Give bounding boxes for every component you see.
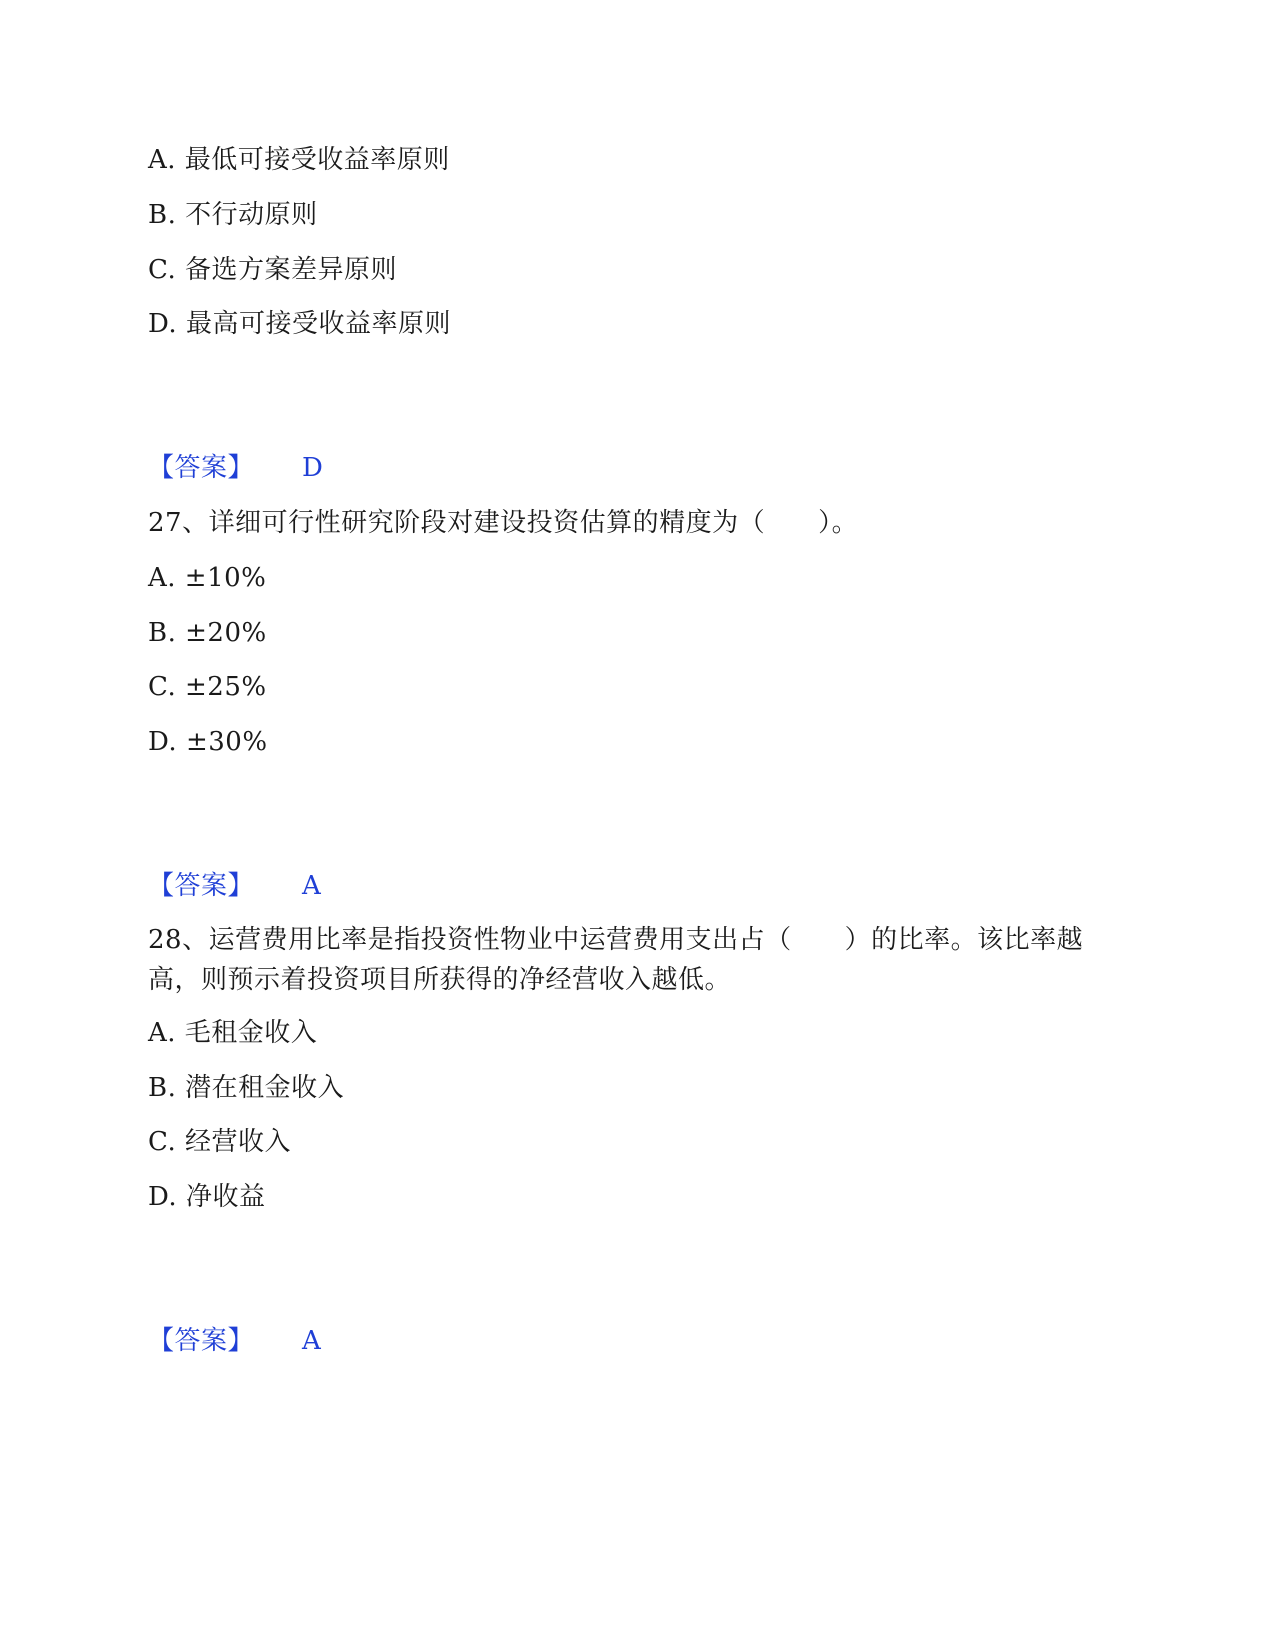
answer-value: D <box>302 453 324 483</box>
q27-option-b: B. ±20% <box>148 618 267 648</box>
q27-option-c: C. ±25% <box>148 672 267 702</box>
answer-value: A <box>302 1326 322 1356</box>
q26-answer <box>148 450 323 486</box>
q27-option-a: A. ±10% <box>148 563 267 593</box>
q26-option-d: D. 最高可接受收益率原则 <box>148 309 451 339</box>
q26-option-b: B. 不行动原则 <box>148 200 318 230</box>
answer-label: 【答案】 <box>148 453 255 483</box>
q28-question: 28、运营费用比率是指投资性物业中运营费用支出占（ ）的比率。该比率越高，则预示着投资项目所获得的净经营收入越低。 <box>148 925 1084 995</box>
q28-option-a: A. 毛租金收入 <box>148 1018 318 1048</box>
q27-option-d: D. ±30% <box>148 727 268 757</box>
answer-value: A <box>302 871 322 901</box>
answer-label: 【答案】 <box>148 1326 255 1356</box>
answer-label: 【答案】 <box>148 871 255 901</box>
q28-option-b: B. 潜在租金收入 <box>148 1073 345 1103</box>
q26-option-c: C. 备选方案差异原则 <box>148 255 397 285</box>
q27-answer <box>148 868 321 904</box>
q27-question: 27、详细可行性研究阶段对建设投资估算的精度为（ ）。 <box>148 508 859 538</box>
q28-answer <box>148 1323 321 1359</box>
q28-option-c: C. 经营收入 <box>148 1127 291 1157</box>
q28-option-d: D. 净收益 <box>148 1182 266 1212</box>
q26-option-a: A. 最低可接受收益率原则 <box>148 145 450 175</box>
